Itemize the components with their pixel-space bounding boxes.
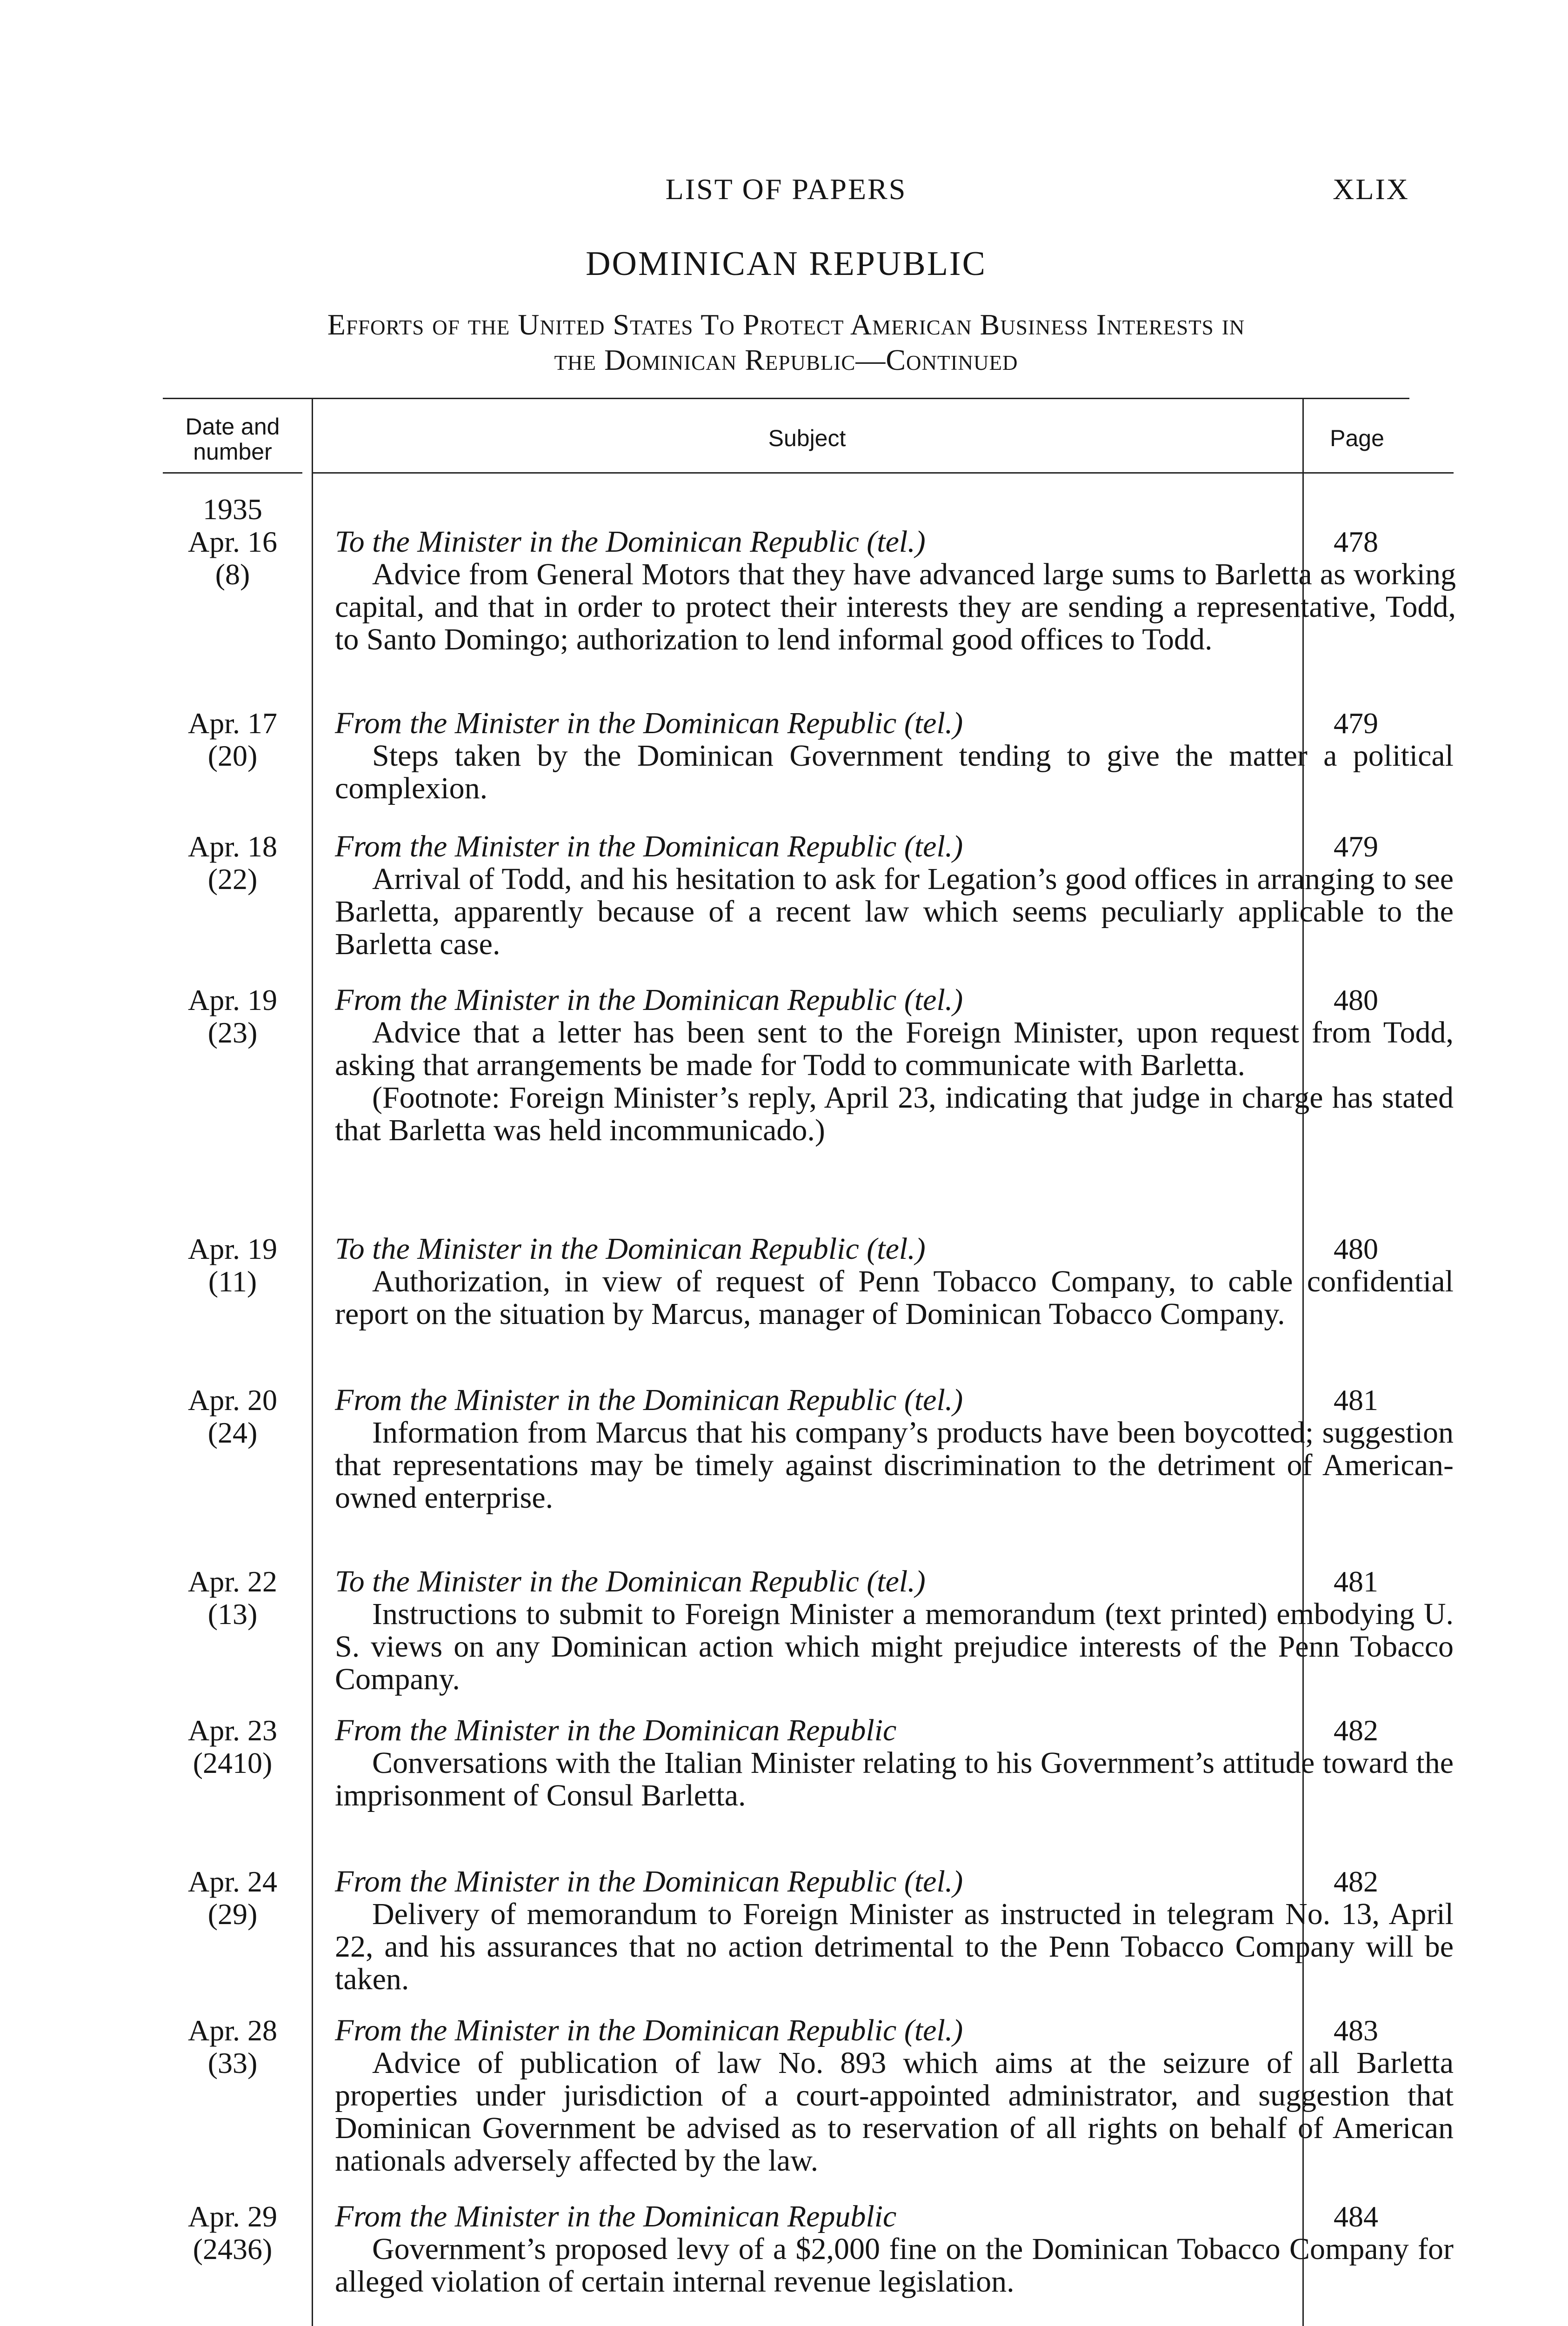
entry-subject — [335, 830, 1454, 961]
entry-page: 482 — [1334, 1865, 1378, 1898]
entry-addressee: From the Minister in the Dominican Republic (tel.) — [335, 829, 963, 863]
entry-number: (33) — [207, 2046, 258, 2079]
section-title-line-2: the Dominican Republic—Continued — [554, 343, 1018, 376]
entry-addressee: To the Minister in the Dominican Republic (tel.) — [335, 525, 926, 559]
entry-date: Apr. 19 — [188, 983, 277, 1016]
entry-number: (29) — [207, 1898, 258, 1931]
entry-page: 481 — [1334, 1384, 1378, 1417]
entry-footnote: (Footnote: Foreign Minister’s reply, April 23, indicating that judge in charge has stated that Barletta was held incommunicado.) — [335, 1081, 1454, 1147]
entry-addressee: From the Minister in the Dominican Republic (tel.) — [335, 2013, 963, 2047]
entry-description: Steps taken by the Dominican Government tending to give the matter a political complexion. — [335, 739, 1454, 805]
entry-subject — [335, 1233, 1454, 1330]
entry-number: (13) — [207, 1597, 258, 1631]
entry-date-number — [163, 1384, 302, 1449]
table-top-rule — [163, 398, 1409, 399]
entry-page: 482 — [1334, 1714, 1378, 1747]
entry-subject — [335, 2014, 1454, 2177]
entry-subject — [335, 707, 1454, 805]
entry-date-number — [163, 1714, 302, 1779]
entry-date: Apr. 19 — [188, 1232, 277, 1265]
entry-date: Apr. 23 — [188, 1714, 277, 1747]
entry-date: Apr. 29 — [188, 2200, 277, 2233]
table-header-rule-page — [1305, 472, 1409, 474]
entry-description: Conversations with the Italian Minister relating to his Government’s attitude toward the imprisonment of Consul Barletta. — [335, 1746, 1454, 1812]
entry-description: Instructions to submit to Foreign Minister a memorandum (text printed) embodying U. S. views on any Dominican action which might prejudice interests of the Penn Tobacco Company. — [335, 1597, 1454, 1696]
entry-addressee: From the Minister in the Dominican Republic (tel.) — [335, 1383, 963, 1417]
entry-date-number — [163, 707, 302, 772]
entry-description: Authorization, in view of request of Penn Tobacco Company, to cable confidential report on the situation by Marcus, manager of Dominican Tobacco Company. — [335, 1264, 1454, 1331]
column-header-date: Date and number — [185, 414, 280, 465]
entry-description: Advice of publication of law No. 893 which aims at the seizure of all Barletta properties under jurisdiction of a court-appointed administrator, and suggestion that Dominican Government be advised as to reservation of all rights on behalf of American nationals adversely affected by the law. — [335, 2046, 1454, 2178]
entry-date-number — [163, 2014, 302, 2079]
running-title: LIST OF PAPERS — [665, 173, 907, 206]
entry-addressee: From the Minister in the Dominican Republic — [335, 1713, 897, 1747]
entry-date-number — [163, 526, 302, 591]
running-head — [163, 172, 1409, 209]
entry-addressee: From the Minister in the Dominican Republic (tel.) — [335, 983, 963, 1017]
table-header-rule-subject — [312, 472, 1454, 474]
entry-number: (8) — [215, 558, 250, 591]
entry-description: Advice from General Motors that they have advanced large sums to Barletta as working capital, and that in order to protect their interests they are sending a representative, Todd, to Santo Domingo; authorization to lend informal good offices to Todd. — [335, 557, 1456, 656]
year-label: 1935 — [203, 493, 262, 526]
country-heading: DOMINICAN REPUBLIC — [586, 245, 987, 283]
entry-subject — [335, 984, 1454, 1147]
entry-page: 479 — [1334, 830, 1378, 863]
entry-date: Apr. 17 — [188, 707, 277, 740]
entry-date: Apr. 20 — [188, 1384, 277, 1417]
entry-subject — [335, 1714, 1454, 1812]
entry-addressee: To the Minister in the Dominican Republic (tel.) — [335, 1564, 926, 1598]
entry-number: (23) — [207, 1016, 258, 1049]
entry-description: Delivery of memorandum to Foreign Minister as instructed in telegram No. 13, April 22, and his assurances that no action detrimental to the Penn Tobacco Company will be taken. — [335, 1897, 1454, 1996]
entry-addressee: From the Minister in the Dominican Republic (tel.) — [335, 706, 963, 740]
entry-date: Apr. 22 — [188, 1565, 277, 1598]
entry-date-number — [163, 1565, 302, 1631]
entry-page: 478 — [1334, 525, 1378, 558]
entry-addressee: From the Minister in the Dominican Republic — [335, 2199, 897, 2233]
entry-page: 483 — [1334, 2014, 1378, 2047]
entry-description: Advice that a letter has been sent to the Foreign Minister, upon request from Todd, asking that arrangements be made for Todd to communicate with Barletta. — [335, 1016, 1454, 1082]
entry-date-number — [163, 984, 302, 1049]
entry-subject — [335, 1865, 1454, 1996]
table-header-rule-date — [163, 472, 302, 474]
section-title — [163, 307, 1409, 378]
entry-number: (20) — [207, 739, 258, 772]
page-folio: XLIX — [1333, 173, 1409, 206]
entry-page: 480 — [1334, 1232, 1378, 1265]
column-divider-left — [312, 398, 313, 2326]
entry-addressee: To the Minister in the Dominican Republic (tel.) — [335, 1232, 926, 1266]
entry-number: (2436) — [193, 2232, 273, 2266]
entry-page: 481 — [1334, 1565, 1378, 1598]
entry-page: 479 — [1334, 707, 1378, 740]
entry-date: Apr. 18 — [188, 830, 277, 863]
entry-date-number — [163, 1865, 302, 1931]
entry-subject — [335, 1384, 1454, 1514]
entry-date-number — [163, 830, 302, 896]
entry-page: 480 — [1334, 983, 1378, 1016]
entry-subject — [335, 2200, 1454, 2298]
entry-subject — [335, 1565, 1454, 1696]
papers-table — [163, 398, 1456, 2326]
entry-addressee: From the Minister in the Dominican Republic (tel.) — [335, 1865, 963, 1898]
entry-date: Apr. 24 — [188, 1865, 277, 1898]
entry-page: 484 — [1334, 2200, 1378, 2233]
section-title-line-1: Efforts of the United States To Protect American Business Interests in — [327, 308, 1245, 341]
entry-date-number — [163, 2200, 302, 2266]
entry-number: (24) — [207, 1416, 258, 1449]
entry-date: Apr. 16 — [188, 525, 277, 558]
entry-description: Arrival of Todd, and his hesitation to ask for Legation’s good offices in arranging to see Barletta, apparently because of a recent law which seems peculiarly applicable to the Barletta case. — [335, 862, 1454, 961]
column-header-subject: Subject — [768, 425, 846, 451]
entry-date-number — [163, 1233, 302, 1298]
entry-number: (2410) — [193, 1746, 273, 1779]
entry-number: (11) — [208, 1265, 257, 1298]
entry-subject — [335, 526, 1456, 656]
entry-description: Information from Marcus that his company’s products have been boycotted; suggestion that representations may be timely against discrimination to the detriment of American-owned enterprise. — [335, 1416, 1454, 1515]
entry-description: Government’s proposed levy of a $2,000 fine on the Dominican Tobacco Company for alleged violation of certain internal revenue legislation. — [335, 2232, 1454, 2299]
column-header-page: Page — [1330, 425, 1384, 451]
entry-number: (22) — [207, 862, 258, 896]
entry-date: Apr. 28 — [188, 2014, 277, 2047]
